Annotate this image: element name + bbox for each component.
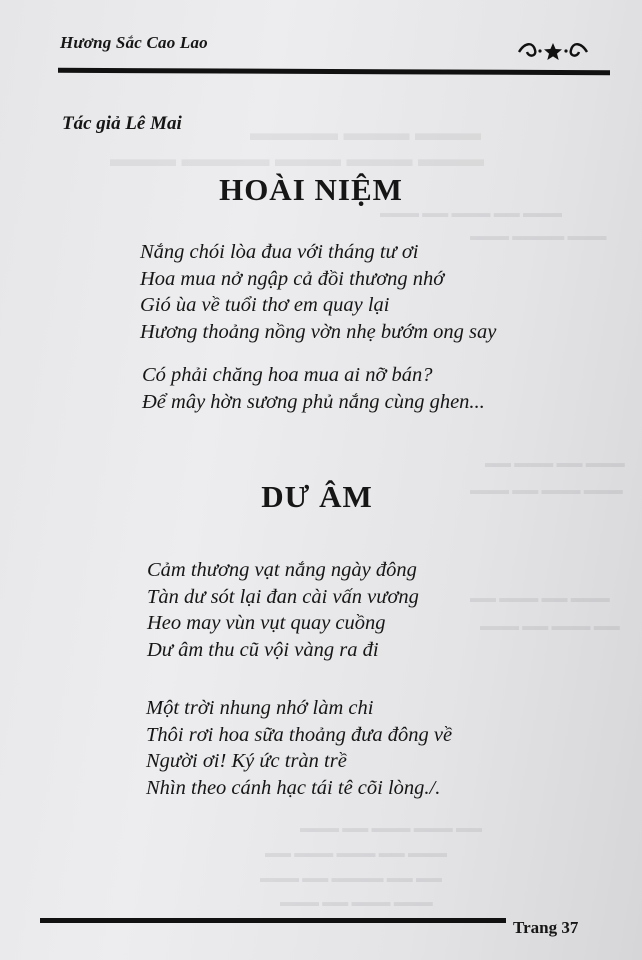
poem-line: Dư âm thu cũ vội vàng ra đi bbox=[147, 638, 379, 661]
poem-line: Tàn dư sót lại đan cài vấn vương bbox=[147, 585, 419, 608]
poem-line: Hương thoảng nồng vờn nhẹ bướm ong say bbox=[140, 320, 497, 343]
poem-line: Gió ùa về tuổi thơ em quay lại bbox=[140, 294, 390, 316]
bleed-through-text: ▬▬▬▬ ▬▬▬ ▬▬▬ bbox=[250, 120, 481, 145]
poem-line: Hoa mua nở ngập cả đồi thương nhớ bbox=[140, 267, 445, 290]
poem-title-hoai-niem: HOÀI NIỆM bbox=[219, 172, 403, 207]
bleed-through-text: ▬▬ ▬▬▬ ▬▬▬ ▬▬ ▬▬▬ bbox=[265, 845, 447, 860]
poem-line: Có phải chăng hoa mua ai nỡ bán? bbox=[142, 364, 433, 386]
bleed-through-text: ▬▬ ▬▬▬ ▬▬ ▬▬▬ bbox=[470, 590, 610, 605]
poem-line: Heo may vùn vụt quay cuồng bbox=[147, 612, 386, 634]
poem-stanza bbox=[147, 557, 419, 663]
running-header-title: Hương Sắc Cao Lao bbox=[60, 33, 208, 52]
poem-line: Nắng chói lòa đua với tháng tư ơi bbox=[140, 241, 419, 263]
poem-stanza bbox=[142, 362, 485, 415]
bleed-through-text: ▬▬▬ ▬▬ ▬▬▬▬ ▬▬ ▬▬ bbox=[260, 870, 442, 885]
poem-line: Cảm thương vạt nắng ngày đông bbox=[147, 559, 417, 581]
poem-title-du-am: DƯ ÂM bbox=[261, 479, 373, 514]
poem-line: Người ơi! Ký ức tràn trề bbox=[146, 750, 347, 772]
bleed-through-text: ▬▬▬ ▬▬ ▬▬▬ ▬▬ bbox=[480, 618, 620, 633]
poem-stanza bbox=[140, 239, 496, 345]
page-number: Trang 37 bbox=[513, 918, 579, 937]
author-credit: Tác giả Lê Mai bbox=[62, 113, 182, 134]
star-scroll-ornament-icon bbox=[517, 40, 589, 62]
bleed-through-text: ▬▬▬ ▬▬ ▬▬▬ ▬▬▬ ▬▬ bbox=[300, 820, 482, 835]
poem-line: Để mây hờn sương phủ nắng cùng ghen... bbox=[142, 390, 485, 413]
poem-line: Thôi rơi hoa sữa thoảng đưa đông về bbox=[146, 723, 453, 746]
bleed-through-text: ▬▬▬ ▬▬ ▬▬▬ ▬▬▬ bbox=[470, 482, 623, 497]
bleed-through-text: ▬▬ ▬▬▬ ▬▬ ▬▬▬ bbox=[485, 455, 625, 470]
footer-rule bbox=[40, 918, 506, 923]
header-rule bbox=[58, 68, 610, 75]
bleed-through-text: ▬▬▬ ▬▬▬▬ ▬▬▬ bbox=[470, 228, 607, 243]
bleed-through-text: ▬▬▬ ▬▬ ▬▬▬ ▬▬▬ bbox=[280, 894, 433, 909]
poem-line: Một trời nhung nhớ làm chi bbox=[146, 697, 374, 719]
bleed-through-text: ▬▬▬ ▬▬▬▬ ▬▬▬ ▬▬▬ ▬▬▬ bbox=[110, 146, 484, 171]
poem-stanza bbox=[146, 695, 452, 801]
bleed-through-text: ▬▬▬ ▬▬ ▬▬▬ ▬▬ ▬▬▬ bbox=[380, 205, 562, 220]
poem-line: Nhìn theo cánh hạc tái tê cõi lòng./. bbox=[146, 776, 441, 799]
